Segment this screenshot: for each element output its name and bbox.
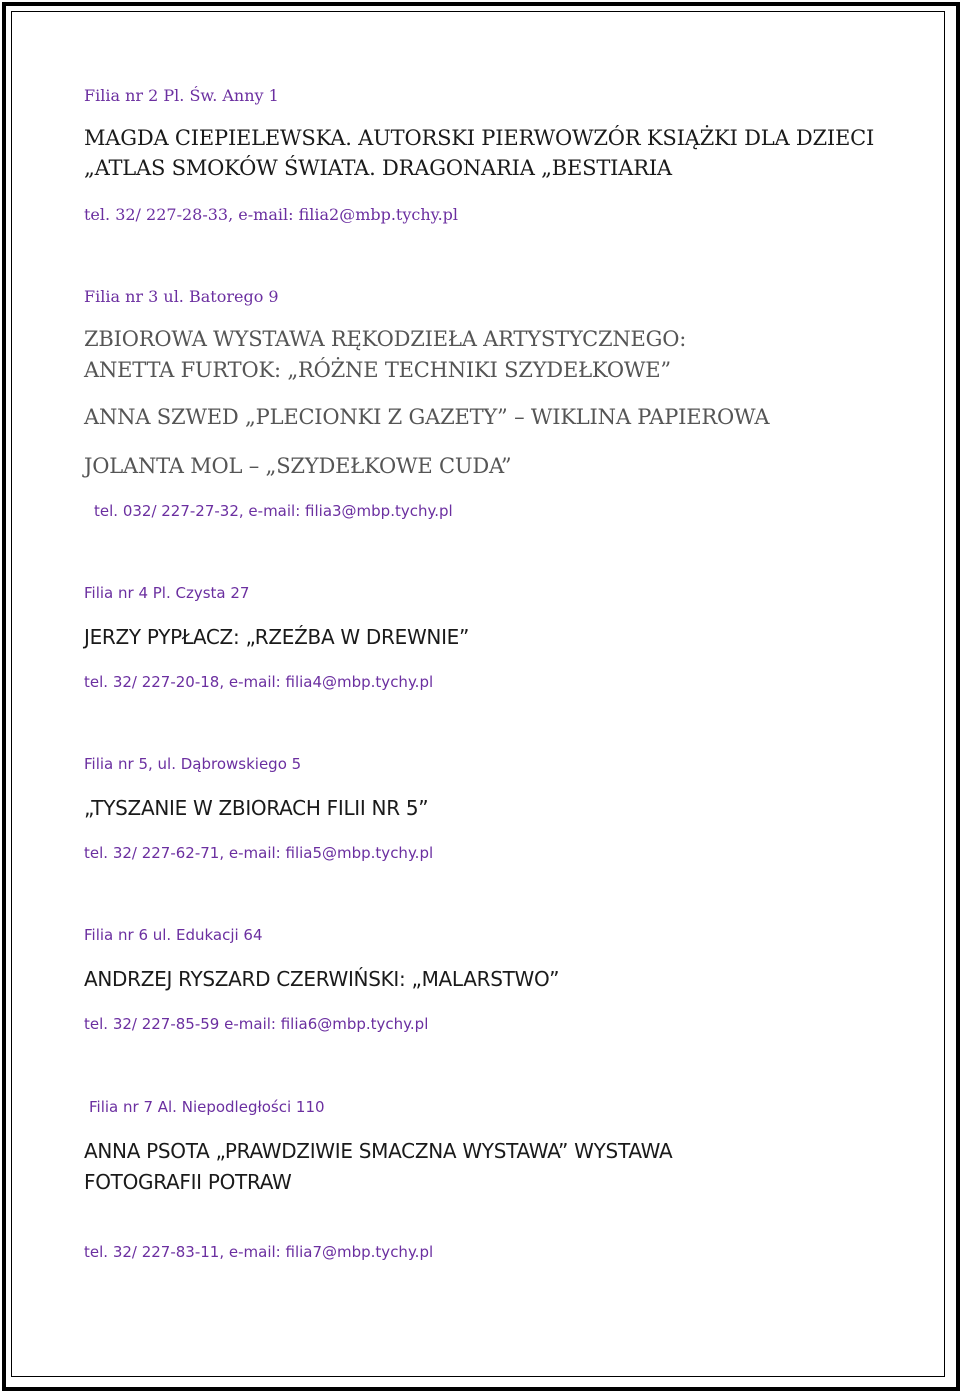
- branch-6-header: Filia nr 6 ul. Edukacji 64: [84, 926, 263, 944]
- branch-3-title-line-3: ANNA SZWED „PLECIONKI Z GAZETY” – WIKLINA PAPIEROWA: [84, 405, 770, 429]
- branch-3-title-line-4: JOLANTA MOL – „SZYDEŁKOWE CUDA”: [84, 454, 512, 478]
- branch-6-title: ANDRZEJ RYSZARD CZERWIŃSKI: „MALARSTWO”: [84, 967, 560, 991]
- branch-4-title: JERZY PYPŁACZ: „RZEŹBA W DREWNIE”: [84, 625, 470, 649]
- branch-2-contact: tel. 32/ 227-28-33, e-mail: filia2@mbp.tychy.pl: [84, 205, 459, 224]
- branch-7-contact: tel. 32/ 227-83-11, e-mail: filia7@mbp.tychy.pl: [84, 1243, 434, 1261]
- branch-5-title: „TYSZANIE W ZBIORACH FILII NR 5”: [84, 796, 429, 820]
- branch-4-contact: tel. 32/ 227-20-18, e-mail: filia4@mbp.tychy.pl: [84, 673, 434, 691]
- branch-5-header: Filia nr 5, ul. Dąbrowskiego 5: [84, 755, 302, 773]
- branch-2-header: Filia nr 2 Pl. Św. Anny 1: [84, 86, 279, 105]
- branch-7-title-line-1: ANNA PSOTA „PRAWDZIWIE SMACZNA WYSTAWA” WYSTAWA: [84, 1139, 673, 1163]
- branch-2-title-line-1: MAGDA CIEPIELEWSKA. AUTORSKI PIERWOWZÓR KSIĄŻKI DLA DZIECI: [84, 126, 875, 150]
- branch-2-title-line-2: „ATLAS SMOKÓW ŚWIATA. DRAGONARIA „BESTIARIA: [84, 156, 672, 180]
- branch-3-title-line-2: ANETTA FURTOK: „RÓŻNE TECHNIKI SZYDEŁKOWE”: [84, 358, 671, 382]
- branch-6-contact: tel. 32/ 227-85-59 e-mail: filia6@mbp.tychy.pl: [84, 1015, 429, 1033]
- branch-7-header: Filia nr 7 Al. Niepodległości 110: [89, 1098, 325, 1116]
- branch-7-title-line-2: FOTOGRAFII POTRAW: [84, 1170, 292, 1194]
- branch-5-contact: tel. 32/ 227-62-71, e-mail: filia5@mbp.tychy.pl: [84, 844, 434, 862]
- branch-4-header: Filia nr 4 Pl. Czysta 27: [84, 584, 250, 602]
- branch-3-contact: tel. 032/ 227-27-32, e-mail: filia3@mbp.tychy.pl: [94, 502, 453, 520]
- branch-3-header: Filia nr 3 ul. Batorego 9: [84, 287, 279, 306]
- branch-3-title-line-1: ZBIOROWA WYSTAWA RĘKODZIEŁA ARTYSTYCZNEGO:: [84, 327, 687, 351]
